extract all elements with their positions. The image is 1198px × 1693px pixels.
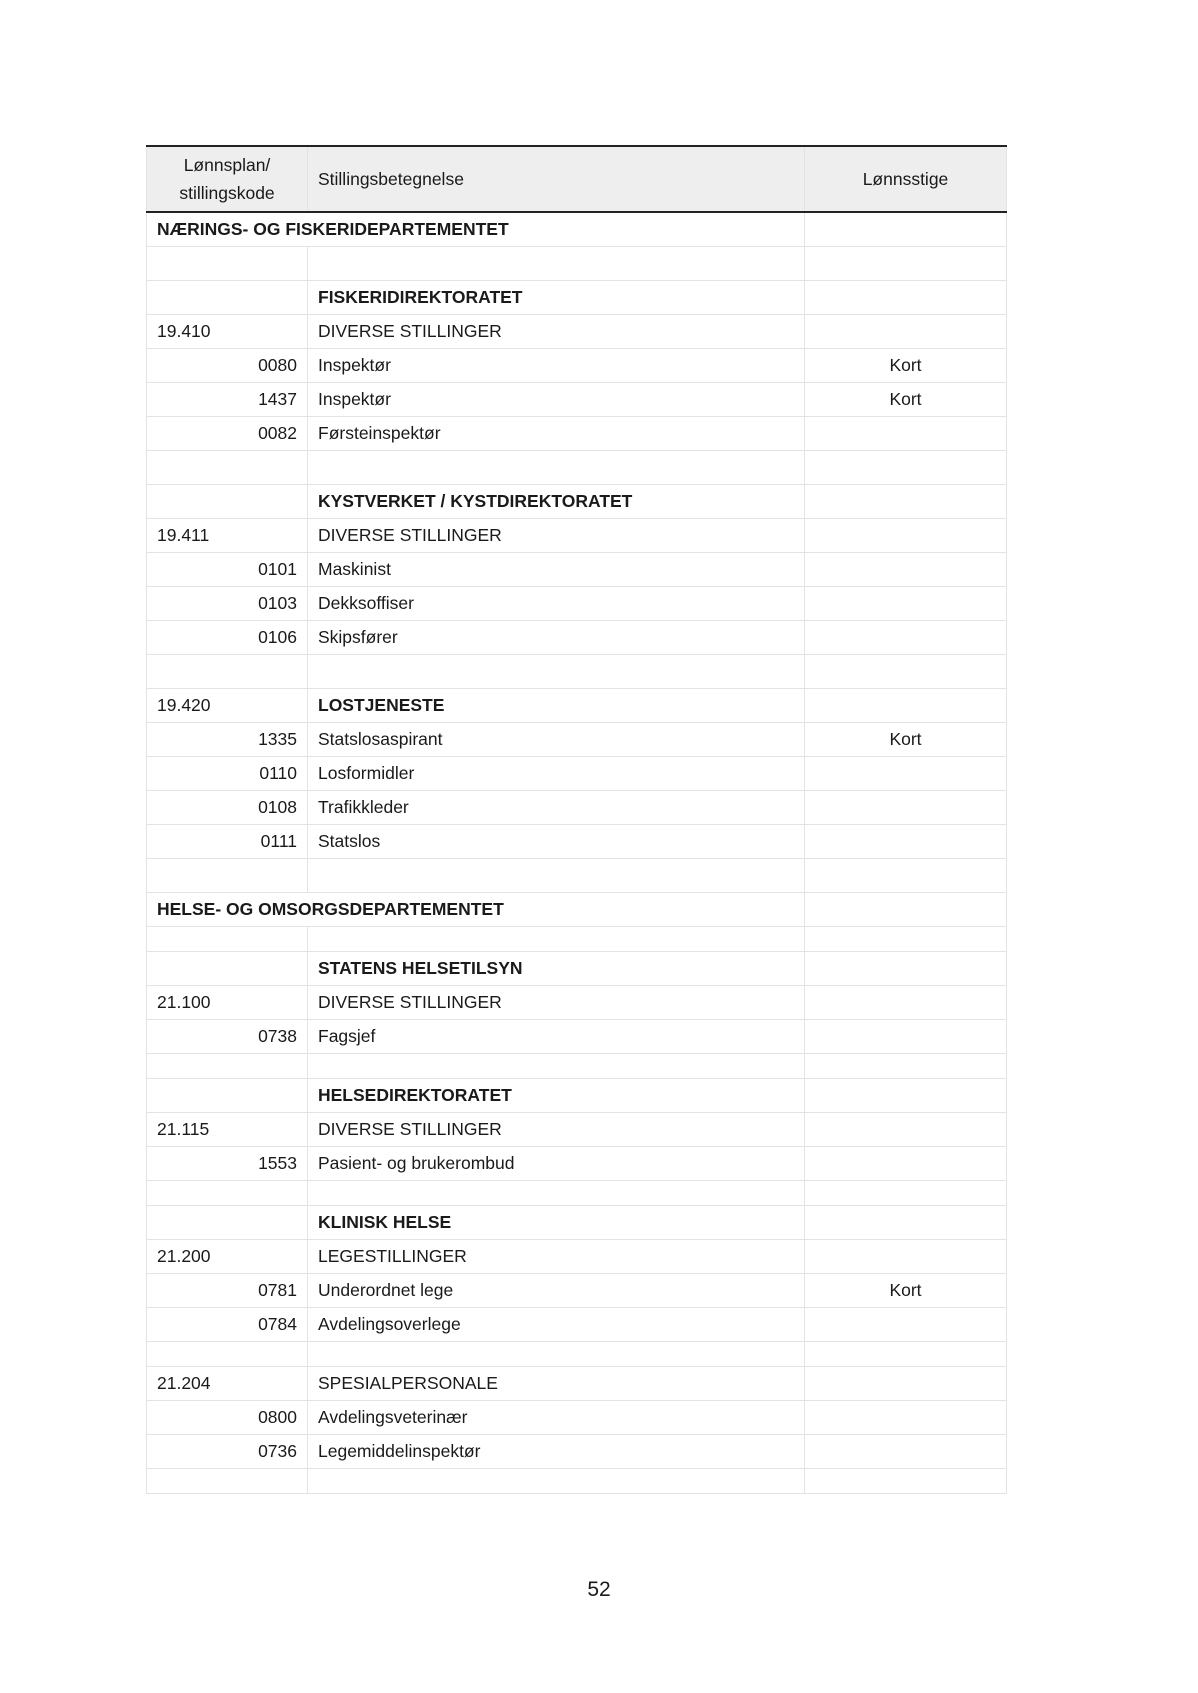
- code-cell: 21.100: [147, 986, 308, 1020]
- ladder-cell: [805, 1240, 1007, 1274]
- title-cell: LEGESTILLINGER: [308, 1240, 805, 1274]
- ladder-cell: [805, 451, 1007, 485]
- code-cell: [147, 1054, 308, 1079]
- section-row: [147, 281, 1007, 315]
- ladder-cell: [805, 757, 1007, 791]
- ladder-cell: [805, 1367, 1007, 1401]
- title-cell: [308, 927, 805, 952]
- header-code-line1: Lønnsplan/: [183, 155, 271, 175]
- title-cell: Statslos: [308, 825, 805, 859]
- code-cell: 19.420: [147, 689, 308, 723]
- table-row: [147, 1308, 1007, 1342]
- title-cell: Underordnet lege: [308, 1274, 805, 1308]
- code-cell: [147, 927, 308, 952]
- ladder-cell: [805, 417, 1007, 451]
- section-row: [147, 689, 1007, 723]
- plan-row: [147, 986, 1007, 1020]
- title-cell: [308, 1054, 805, 1079]
- spacer-row: [147, 1054, 1007, 1079]
- ladder-cell: [805, 986, 1007, 1020]
- title-cell: Førsteinspektør: [308, 417, 805, 451]
- ladder-cell: [805, 825, 1007, 859]
- title-cell: KYSTVERKET / KYSTDIREKTORATET: [308, 485, 805, 519]
- title-cell: DIVERSE STILLINGER: [308, 519, 805, 553]
- table-row: [147, 553, 1007, 587]
- header-code: [147, 146, 308, 212]
- ladder-cell: [805, 553, 1007, 587]
- department-row: [147, 212, 1007, 247]
- table-body: [147, 212, 1007, 1494]
- ladder-cell: [805, 281, 1007, 315]
- title-cell: DIVERSE STILLINGER: [308, 986, 805, 1020]
- code-cell: 0111: [147, 825, 308, 859]
- plan-row: [147, 1240, 1007, 1274]
- code-cell: 0080: [147, 349, 308, 383]
- table-row: [147, 349, 1007, 383]
- code-cell: 1553: [147, 1147, 308, 1181]
- code-cell: [147, 1469, 308, 1494]
- code-cell: [147, 1342, 308, 1367]
- ladder-cell: [805, 247, 1007, 281]
- table-row: [147, 723, 1007, 757]
- spacer-row: [147, 655, 1007, 689]
- code-cell: 21.200: [147, 1240, 308, 1274]
- title-cell: HELSEDIREKTORATET: [308, 1079, 805, 1113]
- ladder-cell: [805, 1401, 1007, 1435]
- spacer-row: [147, 1342, 1007, 1367]
- code-cell: 1437: [147, 383, 308, 417]
- plan-row: [147, 1367, 1007, 1401]
- ladder-cell: [805, 212, 1007, 247]
- code-cell: [147, 1079, 308, 1113]
- table-row: [147, 791, 1007, 825]
- ladder-cell: [805, 1054, 1007, 1079]
- title-cell: Pasient- og brukerombud: [308, 1147, 805, 1181]
- ladder-cell: [805, 1147, 1007, 1181]
- title-cell: Skipsfører: [308, 621, 805, 655]
- title-cell: [308, 451, 805, 485]
- ladder-cell: [805, 1308, 1007, 1342]
- ladder-cell: [805, 952, 1007, 986]
- table-row: [147, 1435, 1007, 1469]
- plan-row: [147, 1113, 1007, 1147]
- ladder-cell: [805, 519, 1007, 553]
- title-cell: Legemiddelinspektør: [308, 1435, 805, 1469]
- code-cell: [147, 952, 308, 986]
- ladder-cell: [805, 859, 1007, 893]
- title-cell: Losformidler: [308, 757, 805, 791]
- ladder-cell: [805, 1435, 1007, 1469]
- table-row: [147, 417, 1007, 451]
- title-cell: [308, 859, 805, 893]
- title-cell: Trafikkleder: [308, 791, 805, 825]
- title-cell: [308, 247, 805, 281]
- spacer-row: [147, 247, 1007, 281]
- title-cell: [308, 655, 805, 689]
- code-cell: [147, 859, 308, 893]
- code-cell: 21.115: [147, 1113, 308, 1147]
- code-cell: [147, 485, 308, 519]
- section-row: [147, 485, 1007, 519]
- plan-row: [147, 519, 1007, 553]
- plan-row: [147, 315, 1007, 349]
- code-cell: 0800: [147, 1401, 308, 1435]
- ladder-cell: [805, 587, 1007, 621]
- header-code-line2: stillingskode: [179, 183, 275, 203]
- section-row: [147, 952, 1007, 986]
- title-cell: [308, 1469, 805, 1494]
- title-cell: DIVERSE STILLINGER: [308, 315, 805, 349]
- spacer-row: [147, 1469, 1007, 1494]
- ladder-cell: [805, 315, 1007, 349]
- ladder-cell: [805, 1206, 1007, 1240]
- ladder-cell: Kort: [805, 349, 1007, 383]
- code-cell: 0738: [147, 1020, 308, 1054]
- code-cell: 0108: [147, 791, 308, 825]
- ladder-cell: [805, 893, 1007, 927]
- ladder-cell: [805, 1342, 1007, 1367]
- ladder-cell: [805, 1181, 1007, 1206]
- code-cell: [147, 1206, 308, 1240]
- spacer-row: [147, 1181, 1007, 1206]
- ladder-cell: [805, 485, 1007, 519]
- ladder-cell: Kort: [805, 723, 1007, 757]
- ladder-cell: [805, 1079, 1007, 1113]
- ladder-cell: [805, 791, 1007, 825]
- code-cell: 0103: [147, 587, 308, 621]
- ladder-cell: Kort: [805, 1274, 1007, 1308]
- code-cell: [147, 281, 308, 315]
- ladder-cell: Kort: [805, 383, 1007, 417]
- table-header: [147, 146, 1007, 212]
- table-row: [147, 1147, 1007, 1181]
- title-cell: Dekksoffiser: [308, 587, 805, 621]
- code-cell: 0110: [147, 757, 308, 791]
- department-row: [147, 893, 1007, 927]
- ladder-cell: [805, 621, 1007, 655]
- spacer-row: [147, 927, 1007, 952]
- title-cell: Avdelingsoverlege: [308, 1308, 805, 1342]
- page-number: 52: [587, 1578, 611, 1601]
- header-title: Stillingsbetegnelse: [308, 146, 805, 212]
- ladder-cell: [805, 689, 1007, 723]
- table-row: [147, 1401, 1007, 1435]
- title-cell: Inspektør: [308, 383, 805, 417]
- code-cell: 0082: [147, 417, 308, 451]
- code-cell: 19.410: [147, 315, 308, 349]
- code-cell: [147, 247, 308, 281]
- code-cell: 0106: [147, 621, 308, 655]
- table-row: [147, 825, 1007, 859]
- ladder-cell: [805, 1020, 1007, 1054]
- title-cell: SPESIALPERSONALE: [308, 1367, 805, 1401]
- table-row: [147, 1020, 1007, 1054]
- title-cell: STATENS HELSETILSYN: [308, 952, 805, 986]
- code-cell: 0101: [147, 553, 308, 587]
- code-cell: 21.204: [147, 1367, 308, 1401]
- header-ladder: Lønnsstige: [805, 146, 1007, 212]
- title-cell: LOSTJENESTE: [308, 689, 805, 723]
- code-cell: 0784: [147, 1308, 308, 1342]
- position-code-table: [146, 145, 1007, 1494]
- table-row: [147, 587, 1007, 621]
- code-cell: 0736: [147, 1435, 308, 1469]
- title-cell: FISKERIDIREKTORATET: [308, 281, 805, 315]
- title-cell: Statslosaspirant: [308, 723, 805, 757]
- ladder-cell: [805, 1469, 1007, 1494]
- department-title: NÆRINGS- OG FISKERIDEPARTEMENTET: [147, 212, 805, 247]
- header-row: [147, 146, 1007, 212]
- code-cell: [147, 451, 308, 485]
- title-cell: Inspektør: [308, 349, 805, 383]
- code-cell: 19.411: [147, 519, 308, 553]
- title-cell: DIVERSE STILLINGER: [308, 1113, 805, 1147]
- code-cell: [147, 1181, 308, 1206]
- ladder-cell: [805, 1113, 1007, 1147]
- table-row: [147, 757, 1007, 791]
- title-cell: [308, 1181, 805, 1206]
- table-row: [147, 1274, 1007, 1308]
- title-cell: [308, 1342, 805, 1367]
- section-row: [147, 1079, 1007, 1113]
- title-cell: KLINISK HELSE: [308, 1206, 805, 1240]
- code-cell: 1335: [147, 723, 308, 757]
- spacer-row: [147, 859, 1007, 893]
- ladder-cell: [805, 655, 1007, 689]
- ladder-cell: [805, 927, 1007, 952]
- table-row: [147, 621, 1007, 655]
- section-row: [147, 1206, 1007, 1240]
- spacer-row: [147, 451, 1007, 485]
- code-cell: 0781: [147, 1274, 308, 1308]
- title-cell: Maskinist: [308, 553, 805, 587]
- title-cell: Avdelingsveterinær: [308, 1401, 805, 1435]
- title-cell: Fagsjef: [308, 1020, 805, 1054]
- code-cell: [147, 655, 308, 689]
- table-row: [147, 383, 1007, 417]
- department-title: HELSE- OG OMSORGSDEPARTEMENTET: [147, 893, 805, 927]
